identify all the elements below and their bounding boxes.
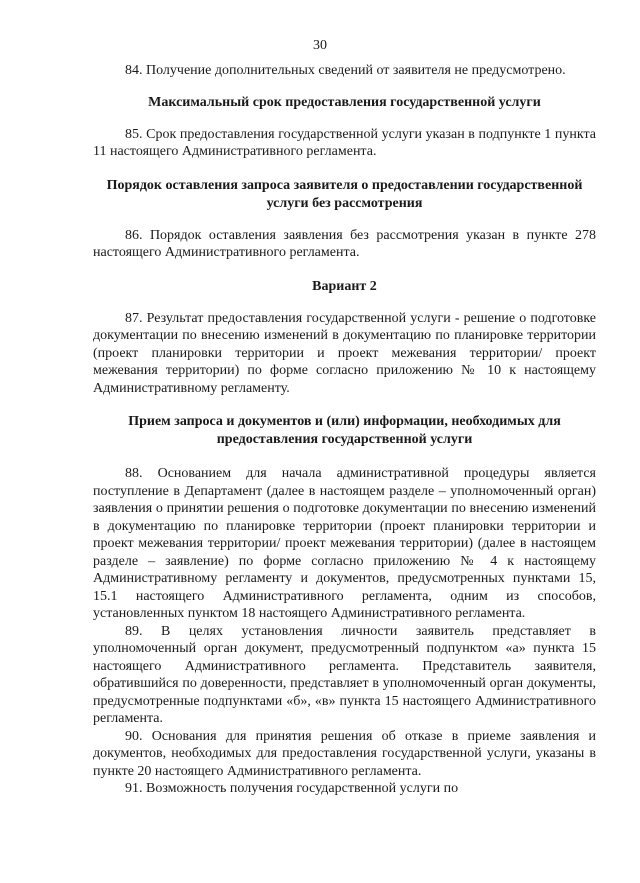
paragraph-90: 90. Основания для принятия решения об отказе в приеме заявления и документов, необходимых для предоставления государственной услуги, указаны в пункте 20 настоящего Административного регламента. (93, 728, 596, 779)
heading-leave-request: Порядок оставления запроса заявителя о предоставлении государственной услуги без рассмотрения (106, 177, 583, 211)
paragraph-87: 87. Результат предоставления государственной услуги - решение о подготовке документации по внесению изменений в документацию по планировке территории (проект планировки территории и проект межевания территории/ проект межевания территории) по форме согласно приложению № 10 к настоящему Административному регламенту. (93, 310, 596, 396)
paragraph-85: 85. Срок предоставления государственной услуги указан в подпункте 1 пункта 11 настоящего Административного регламента. (93, 126, 596, 159)
heading-variant-2: Вариант 2 (312, 278, 377, 294)
heading-max-term: Максимальный срок предоставления государственной услуги (148, 94, 541, 110)
page-number: 30 (313, 38, 327, 53)
paragraph-89: 89. В целях установления личности заявитель представляет в уполномоченный орган документ, предусмотренный подпунктом «а» пункта 15 настоящего Административного регламента. Представитель заявителя, обратившийся по доверенности, представляет в уполномоченный орган документы, предусмотренные подпунктами «б», «в» пункта 15 настоящего Административного регламента. (93, 623, 596, 726)
paragraph-88: 88. Основанием для начала административной процедуры является поступление в Департамент (далее в настоящем разделе – уполномоченный орган) заявления о принятии решения о подготовке документации по внесению изменений в документацию по планировке территории (проект планировки территории и проект межевания территории/ проект межевания территории) (далее в настоящем разделе – заявление) по форме согласно приложению № 4 к настоящему Административному регламенту и документов, предусмотренных пунктами 15, 15.1 настоящего Административного регламента, одним из способов, установленных пунктом 18 настоящего Административного регламента. (93, 466, 596, 621)
paragraph-84: 84. Получение дополнительных сведений от заявителя не предусмотрено. (125, 63, 566, 78)
paragraph-86: 86. Порядок оставления заявления без рассмотрения указан в пункте 278 настоящего Административного регламента. (93, 227, 596, 260)
paragraph-91: 91. Возможность получения государственной услуги по (125, 781, 459, 796)
document-body (93, 62, 596, 798)
heading-request-reception: Прием запроса и документов и (или) информации, необходимых для предоставления государственной услуги (128, 414, 561, 447)
